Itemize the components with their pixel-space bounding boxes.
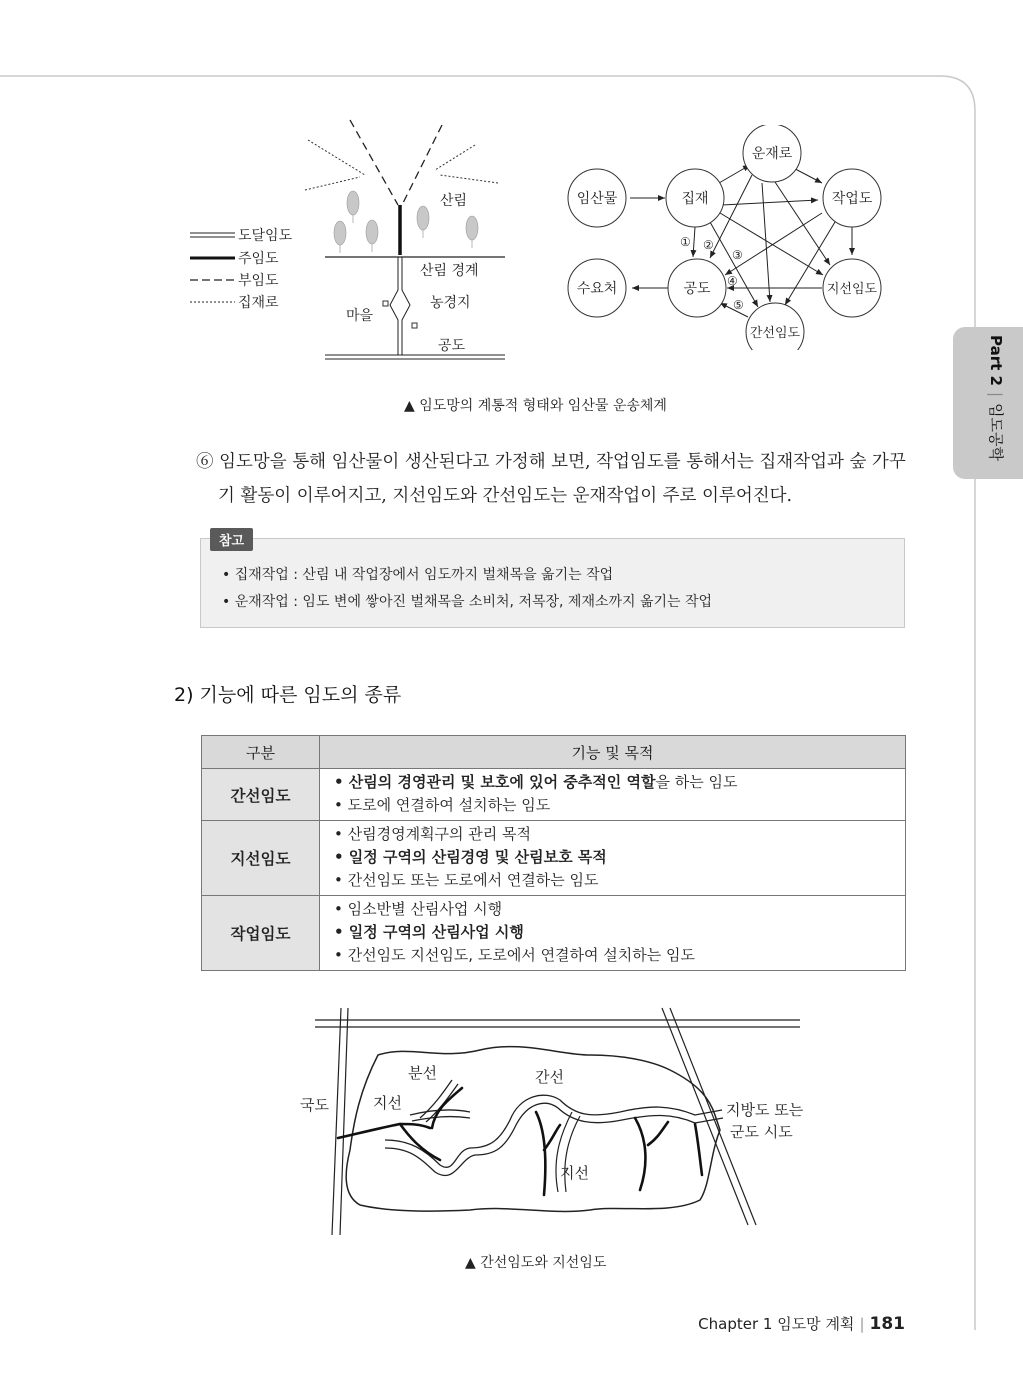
description-line (334, 771, 905, 794)
node-consumer: 수요처 (576, 281, 618, 297)
part-title: 임도공학 (987, 403, 1005, 461)
page-number: 181 (869, 1314, 905, 1334)
map-label-local-road-line1: 지방도 또는 (726, 1101, 804, 1119)
map-label-local-road-line2: 군도 시도 (730, 1123, 793, 1141)
description-line (334, 823, 905, 846)
legend-sub-road: 부임도 (238, 273, 279, 289)
description-text: 을 하는 임도 (655, 773, 738, 791)
description-line (334, 869, 905, 892)
part-side-tab-text: Part 2|임도공학 (987, 335, 1005, 461)
description-bold-text: • 산림의 경영관리 및 보호에 있어 중추적인 역할 (334, 773, 656, 791)
table-header-function: 기능 및 목적 (320, 736, 906, 769)
road-function-table (201, 735, 906, 971)
route-number-1: ① (680, 235, 691, 249)
map-label-spur-road: 분선 (408, 1064, 437, 1082)
map-label-national-road: 국도 (300, 1096, 329, 1114)
figure1-caption: ▲ 임도망의 계통적 형태와 임산물 운송체계 (404, 398, 667, 414)
table-cell-description (320, 896, 906, 971)
reference-note-tag: 참고 (210, 528, 253, 551)
label-village: 마을 (346, 308, 374, 324)
table-cell-description (320, 821, 906, 896)
body-paragraph (196, 445, 916, 513)
node-operation-road: 작업도 (831, 191, 873, 207)
paragraph-line-2: 기 활동이 이루어지고, 지선임도와 간선임도는 운재작업이 주로 이루어진다. (218, 486, 793, 506)
table-cell-description (320, 769, 906, 821)
node-haul-road: 운재로 (751, 146, 793, 162)
description-bold-text: • 일정 구역의 산림경영 및 산림보호 목적 (334, 848, 607, 866)
node-collection: 집재 (681, 191, 709, 207)
note-item-transport: • 운재작업 : 임도 변에 쌓아진 벌채목을 소비처, 저목장, 제재소까지 옮기는 작업 (222, 594, 713, 610)
table-row (202, 769, 906, 821)
label-forest-boundary: 산림 경계 (420, 263, 479, 279)
description-line (334, 921, 905, 944)
table-row (202, 821, 906, 896)
node-branch-road: 지선임도 (826, 282, 878, 297)
table-row (202, 896, 906, 971)
node-trunk-road: 간선임도 (749, 326, 801, 341)
description-text: • 간선임도 지선임도, 도로에서 연결하여 설치하는 임도 (334, 946, 696, 964)
description-line (334, 898, 905, 921)
table-cell-category: 지선임도 (202, 821, 320, 896)
page-footer: Chapter 1 임도망 계획 | 181 (698, 1314, 905, 1334)
route-number-4: ④ (727, 274, 738, 288)
figure2-caption: ▲ 간선임도와 지선임도 (465, 1255, 607, 1271)
description-line (334, 794, 905, 817)
table-header-row (202, 736, 906, 769)
legend-main-road: 주임도 (238, 251, 279, 267)
route-number-2: ② (703, 238, 714, 252)
node-public-road: 공도 (683, 281, 711, 297)
route-number-3: ③ (732, 248, 743, 262)
forest-product-flow-diagram (560, 125, 900, 350)
trunk-branch-road-map (290, 1000, 830, 1240)
section-title: 2) 기능에 따른 임도의 종류 (174, 684, 402, 706)
map-label-trunk-road: 간선 (535, 1068, 564, 1086)
table-cell-category: 간선임도 (202, 769, 320, 821)
description-text: • 임소반별 산림사업 시행 (334, 900, 503, 918)
legend-skid-trail: 집재로 (238, 295, 279, 311)
table-cell-category: 작업임도 (202, 896, 320, 971)
label-farmland: 농경지 (430, 295, 471, 311)
note-item-collection: • 집재작업 : 산림 내 작업장에서 임도까지 벌채목을 옮기는 작업 (222, 567, 614, 583)
description-line (334, 944, 905, 967)
description-text: • 산림경영계획구의 관리 목적 (334, 825, 532, 843)
map-label-branch-road-left: 지선 (373, 1094, 402, 1112)
label-forest: 산림 (440, 193, 468, 209)
footer-chapter: Chapter 1 임도망 계획 (698, 1315, 855, 1333)
road-network-layout-diagram (180, 115, 520, 365)
route-number-5: ⑤ (733, 298, 744, 312)
label-public-road: 공도 (438, 338, 466, 354)
description-text: • 간선임도 또는 도로에서 연결하는 임도 (334, 871, 599, 889)
legend-access-road: 도달임도 (238, 228, 293, 244)
paragraph-line-1: ⑥ 임도망을 통해 임산물이 생산된다고 가정해 보면, 작업임도를 통해서는 집재작업과 숲 가꾸 (196, 452, 906, 472)
description-line (334, 846, 905, 869)
part-label: Part 2 (987, 335, 1005, 386)
map-label-branch-road-bottom: 지선 (560, 1164, 589, 1182)
description-text: • 도로에 연결하여 설치하는 임도 (334, 796, 551, 814)
table-header-category: 구분 (202, 736, 320, 769)
description-bold-text: • 일정 구역의 산림사업 시행 (334, 923, 524, 941)
node-forest-product: 임산물 (576, 191, 618, 207)
